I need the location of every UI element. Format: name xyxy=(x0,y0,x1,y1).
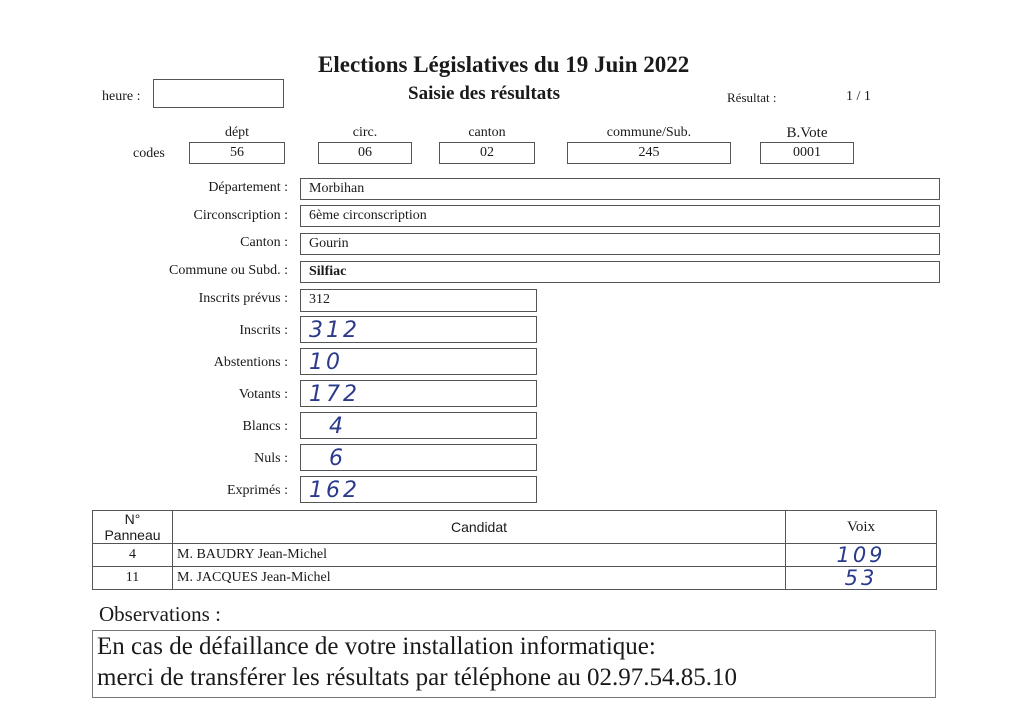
exprimes-field[interactable]: 162 xyxy=(300,476,537,503)
commune-code-label: commune/Sub. xyxy=(606,125,692,140)
observations-box xyxy=(92,630,936,698)
blancs-field[interactable]: 4 xyxy=(300,412,537,439)
observations-label: Observations : xyxy=(99,602,221,626)
inscrits-field[interactable]: 312 xyxy=(300,316,537,343)
candidat-cell: M. JACQUES Jean-Michel xyxy=(173,567,786,590)
page-subtitle: Saisie des résultats xyxy=(408,83,560,104)
circ-code-field[interactable]: 06 xyxy=(318,142,412,164)
blancs-label: Blancs : xyxy=(242,419,288,434)
canton-code-label: canton xyxy=(468,125,506,140)
bvote-code-field[interactable]: 0001 xyxy=(760,142,854,164)
bvote-code-label: B.Vote xyxy=(786,125,828,141)
circ-code-label: circ. xyxy=(352,125,378,140)
commune-label: Commune ou Subd. : xyxy=(168,263,288,278)
departement-label: Département : xyxy=(208,180,288,195)
nuls-label: Nuls : xyxy=(254,451,288,466)
votants-label: Votants : xyxy=(238,387,288,402)
table-row xyxy=(93,567,937,590)
codes-label: codes xyxy=(133,146,165,161)
inscrits-label: Inscrits : xyxy=(239,323,288,338)
heure-label: heure : xyxy=(102,89,141,104)
page-title: Elections Législatives du 19 Juin 2022 xyxy=(318,52,690,77)
observations-line-1: En cas de défaillance de votre installation informatique: xyxy=(97,633,656,660)
panneau-cell: 11 xyxy=(93,567,173,590)
nuls-field[interactable]: 6 xyxy=(300,444,537,471)
abstentions-field[interactable]: 10 xyxy=(300,348,537,375)
circonscription-field[interactable]: 6ème circonscription xyxy=(300,205,940,227)
exprimes-label: Exprimés : xyxy=(226,483,288,498)
candidat-cell: M. BAUDRY Jean-Michel xyxy=(173,544,786,567)
votants-field[interactable]: 172 xyxy=(300,380,537,407)
resultat-label: Résultat : xyxy=(727,90,777,105)
resultat-value: 1 / 1 xyxy=(846,89,871,104)
departement-field[interactable]: Morbihan xyxy=(300,178,940,200)
canton-field[interactable]: Gourin xyxy=(300,233,940,255)
table-row xyxy=(93,544,937,567)
voix-header: Voix xyxy=(786,511,937,544)
observations-line-2: merci de transférer les résultats par téléphone au 02.97.54.85.10 xyxy=(97,664,738,691)
commune-field[interactable]: Silfiac xyxy=(300,261,940,283)
dept-code-label: dépt xyxy=(224,125,250,140)
voix-cell[interactable]: 53 xyxy=(786,567,937,590)
panneau-header: N° Panneau xyxy=(93,511,173,544)
abstentions-label: Abstentions : xyxy=(213,355,288,370)
candidates-table xyxy=(92,510,937,590)
inscrits-prevus-label: Inscrits prévus : xyxy=(198,291,288,306)
voix-cell[interactable]: 109 xyxy=(786,544,937,567)
dept-code-field[interactable]: 56 xyxy=(189,142,285,164)
inscrits-prevus-field[interactable]: 312 xyxy=(300,289,537,312)
table-header-row xyxy=(93,511,937,544)
circonscription-label: Circonscription : xyxy=(193,208,288,223)
canton-code-field[interactable]: 02 xyxy=(439,142,535,164)
heure-input[interactable] xyxy=(153,79,284,108)
canton-label: Canton : xyxy=(240,235,288,250)
candidat-header: Candidat xyxy=(173,511,786,544)
commune-code-field[interactable]: 245 xyxy=(567,142,731,164)
panneau-cell: 4 xyxy=(93,544,173,567)
